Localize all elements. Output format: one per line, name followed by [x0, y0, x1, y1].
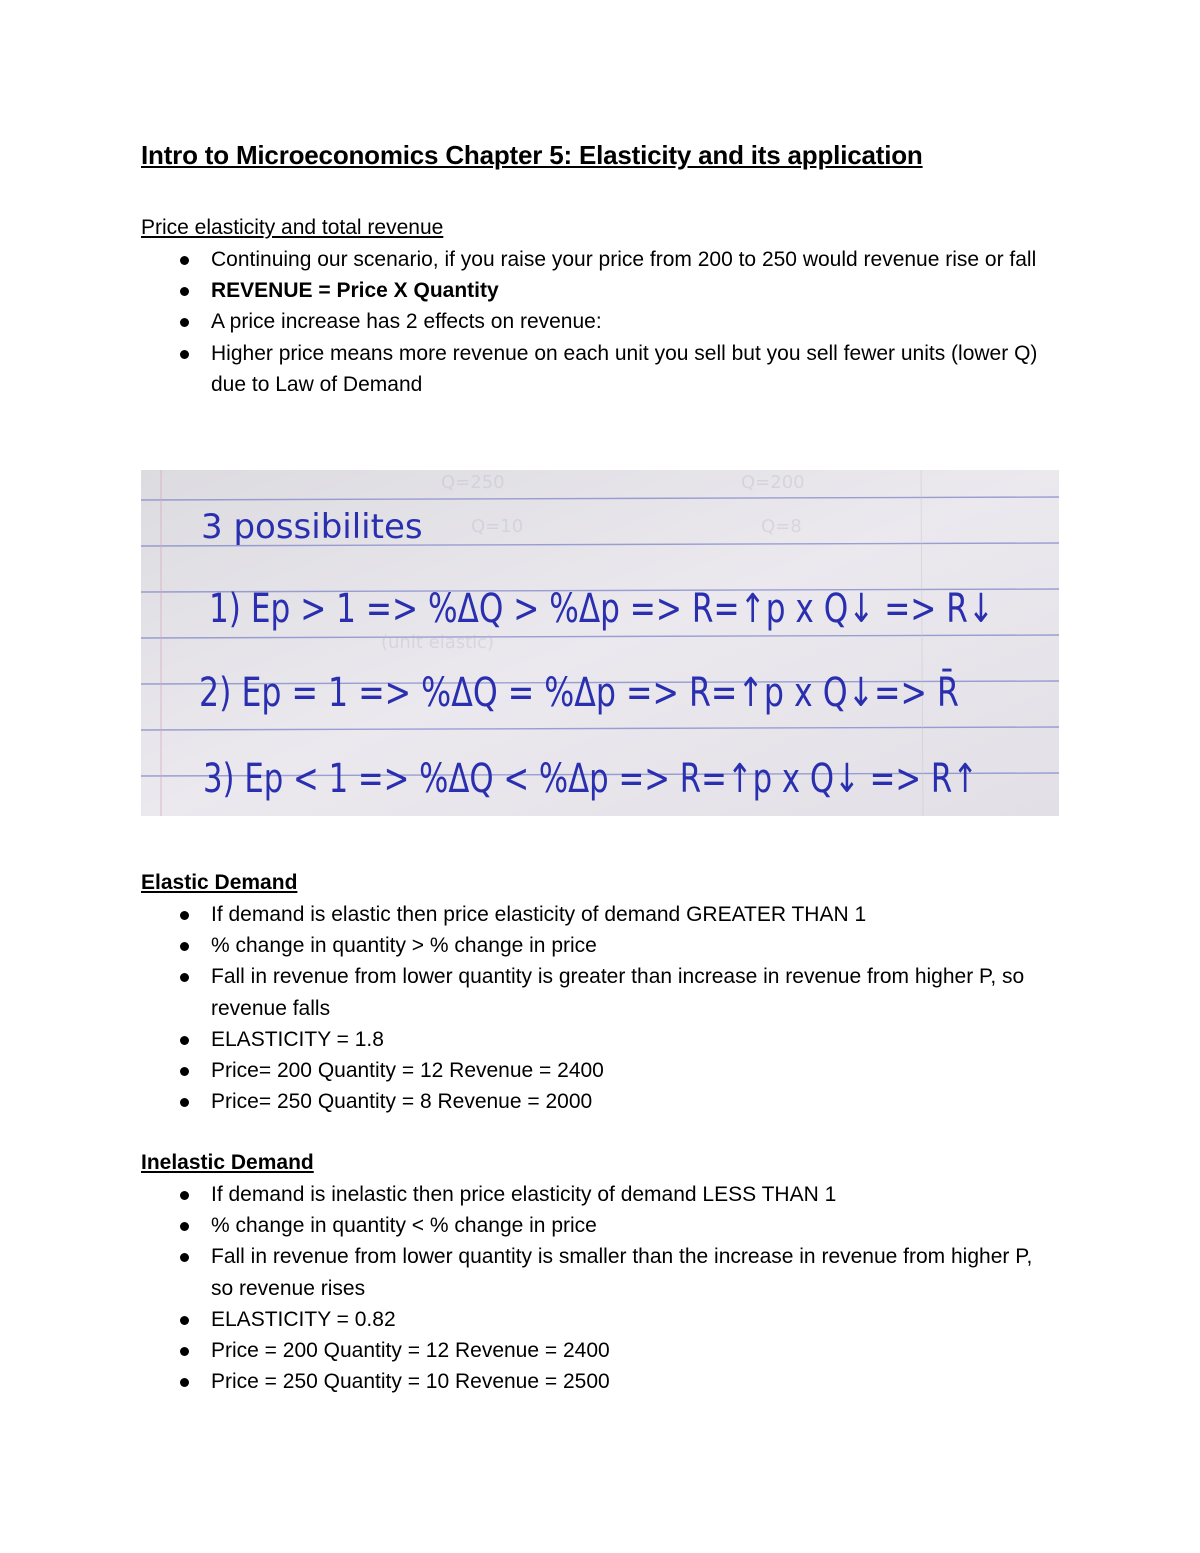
list-item: Price = 200 Quantity = 12 Revenue = 2400: [141, 1335, 1041, 1366]
page-title: Intro to Microeconomics Chapter 5: Elasticity and its application: [141, 140, 923, 170]
elastic-bullet-list: [141, 899, 1041, 1117]
list-item: % change in quantity > % change in price: [141, 930, 1041, 961]
svg-text:(unit elastic): (unit elastic): [381, 632, 495, 653]
svg-text:Q=250: Q=250: [441, 472, 505, 493]
list-item: A price increase has 2 effects on revenue:: [141, 306, 1041, 337]
list-item: ELASTICITY = 0.82: [141, 1304, 1041, 1335]
list-item: Higher price means more revenue on each unit you sell but you sell fewer units (lower Q) due to Law of Demand: [141, 338, 1041, 400]
list-item: % change in quantity < % change in price: [141, 1210, 1041, 1241]
notes-line-2: 2) Ep = 1 => %ΔQ = %Δp => R=↑p x Q↓=> R̄: [199, 670, 1162, 716]
svg-text:Q=8: Q=8: [761, 516, 802, 537]
handwritten-notes-photo: [141, 470, 1162, 816]
svg-text:Q=10: Q=10: [471, 516, 524, 537]
notes-line-3: 3) Ep < 1 => %ΔQ < %Δp => R=↑p x Q↓ => R↑: [203, 756, 978, 802]
list-item: Price= 250 Quantity = 8 Revenue = 2000: [141, 1086, 1041, 1117]
list-item: Fall in revenue from lower quantity is smaller than the increase in revenue from higher P, so revenue rises: [141, 1241, 1041, 1303]
section1-bullet-list: [141, 244, 1041, 400]
list-item: ELASTICITY = 1.8: [141, 1024, 1041, 1055]
notes-line-1: 1) Ep > 1 => %ΔQ > %Δp => R=↑p x Q↓ => R↓: [209, 586, 994, 632]
list-item: If demand is inelastic then price elasticity of demand LESS THAN 1: [141, 1179, 1041, 1210]
list-item: Price = 250 Quantity = 10 Revenue = 2500: [141, 1366, 1041, 1397]
list-item: Continuing our scenario, if you raise your price from 200 to 250 would revenue rise or fall: [141, 244, 1041, 275]
list-item: If demand is elastic then price elasticity of demand GREATER THAN 1: [141, 899, 1041, 930]
inelastic-bullet-list: [141, 1179, 1041, 1397]
list-item: Price= 200 Quantity = 12 Revenue = 2400: [141, 1055, 1041, 1086]
svg-text:Q=200: Q=200: [741, 472, 805, 493]
section-heading-elastic-demand: Elastic Demand: [141, 871, 298, 894]
list-item: REVENUE = Price X Quantity: [141, 275, 1041, 306]
notes-heading: 3 possibilites: [201, 507, 423, 547]
section-heading-price-elasticity: Price elasticity and total revenue: [141, 216, 444, 239]
list-item: Fall in revenue from lower quantity is greater than increase in revenue from higher P, so revenue falls: [141, 961, 1041, 1023]
section-heading-inelastic-demand: Inelastic Demand: [141, 1151, 314, 1174]
